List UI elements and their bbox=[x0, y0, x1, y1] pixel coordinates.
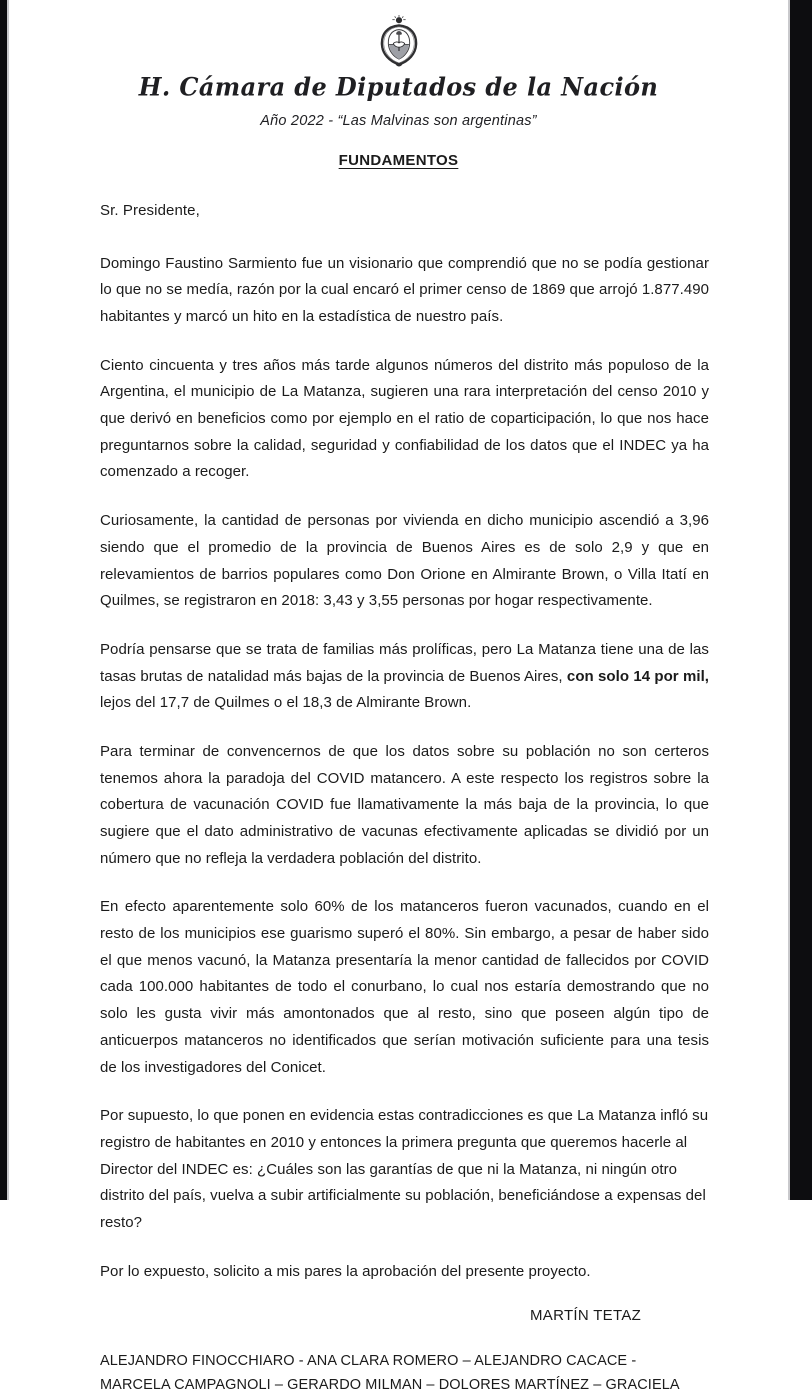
paragraph-4-text-after-bold: lejos del 17,7 de Quilmes o el 18,3 de Almirante Brown. bbox=[100, 694, 472, 712]
paragraph-7: Por supuesto, lo que ponen en evidencia estas contradicciones es que La Matanza infló su registro de habitantes en 2010 y entonces la primera pregunta que queremos hacerle al Director del INDEC es: ¿Cuáles son las garantías de que ni la Matanza, ni ningún otro distrito del país, vuelva a subir artificialmente su población, beneficiándose a expensas del resto? bbox=[100, 1107, 709, 1231]
right-letterbox-bar bbox=[790, 0, 812, 1200]
paragraph-1: Domingo Faustino Sarmiento fue un visionario que comprendió que no se podía gestionar lo que no se medía, razón por la cual encaró el primer censo de 1869 que arrojó 1.877.490 habitantes y marcó un hito en la estadística de nuestro país. bbox=[100, 254, 710, 326]
argentina-coat-of-arms-icon bbox=[375, 14, 423, 70]
paragraph-4-bold-emphasis: con solo 14 por mil, bbox=[566, 667, 710, 685]
paragraph-4-text-before-bold: Podría pensarse que se trata de familias más prolíficas, pero La Matanza tiene una de las tasas brutas de natalidad más bajas de la provincia de Buenos Aires, bbox=[100, 640, 709, 685]
left-page-seam bbox=[7, 0, 9, 1200]
chamber-title: H. Cámara de Diputados de la Nación bbox=[138, 71, 659, 102]
cosigners-line-2: MARCELA CAMPAGNOLI – GERARDO MILMAN – DOLORES MARTÍNEZ – GRACIELA bbox=[100, 1377, 680, 1394]
document-body bbox=[9, 199, 788, 1398]
paragraph-4 bbox=[100, 637, 709, 717]
paragraph-3: Curiosamente, la cantidad de personas por vivienda en dicho municipio ascendió a 3,96 siendo que el promedio de la provincia de Buenos Aires es de solo 2,9 y que en relevamientos de barrios populares como Don Orione en Almirante Brown, o Villa Itatí en Quilmes, se registraron en 2018: 3,43 y 3,55 personas por hogar respectivamente. bbox=[100, 512, 709, 610]
signature-author-name: MARTÍN TETAZ bbox=[530, 1307, 642, 1325]
paragraph-2: Ciento cincuenta y tres años más tarde algunos números del distrito más populoso de la Argentina, el municipio de La Matanza, sugieren una rara interpretación del censo 2010 y que derivó en beneficios como por ejemplo en el ratio de coparticipación, lo que nos hace preguntarnos sobre la calidad, seguridad y confiabilidad de los datos que el INDEC ya ha comenzado a recoger. bbox=[100, 356, 709, 481]
year-and-motto: Año 2022 - “Las Malvinas son argentinas” bbox=[260, 113, 537, 130]
paragraph-8-closing: Por lo expuesto, solicito a mis pares la aprobación del presente proyecto. bbox=[100, 1262, 591, 1280]
paragraph-5: Para terminar de convencernos de que los datos sobre su población no son certeros tenemos ahora la paradoja del COVID matancero. A este respecto los registros sobre la cobertura de vacunación COVID fue llamativamente la más baja de la provincia, lo que sugiere que el dato administrativo de vacunas efectivamente aplicadas se dividió por un número que no refleja la verdadera población del distrito. bbox=[100, 742, 709, 867]
document-page bbox=[9, 0, 788, 1394]
salutation: Sr. Presidente, bbox=[100, 202, 200, 220]
paragraph-6: En efecto aparentemente solo 60% de los matanceros fueron vacunados, cuando en el resto de los municipios ese guarismo superó el 80%. Sin embargo, a pesar de haber sido el que menos vacunó, la Matanza presentaría la menor cantidad de fallecidos por COVID cada 100.000 habitantes de todo el conurbano, lo cual nos estaría demostrando que no solo les gusta vivir más amontonados que al resto, sino que poseen algún tipo de anticuerpos matanceros no identificados que serían motivación suficiente para una tesis de los investigadores del Conicet. bbox=[100, 898, 709, 1076]
cosigners-line-1: ALEJANDRO FINOCCHIARO - ANA CLARA ROMERO – ALEJANDRO CACACE - bbox=[100, 1353, 637, 1370]
document-header bbox=[9, 0, 788, 169]
cosigners-block bbox=[100, 1350, 709, 1398]
section-heading-fundamentos: FUNDAMENTOS bbox=[338, 152, 459, 170]
left-letterbox-bar bbox=[0, 0, 7, 1200]
